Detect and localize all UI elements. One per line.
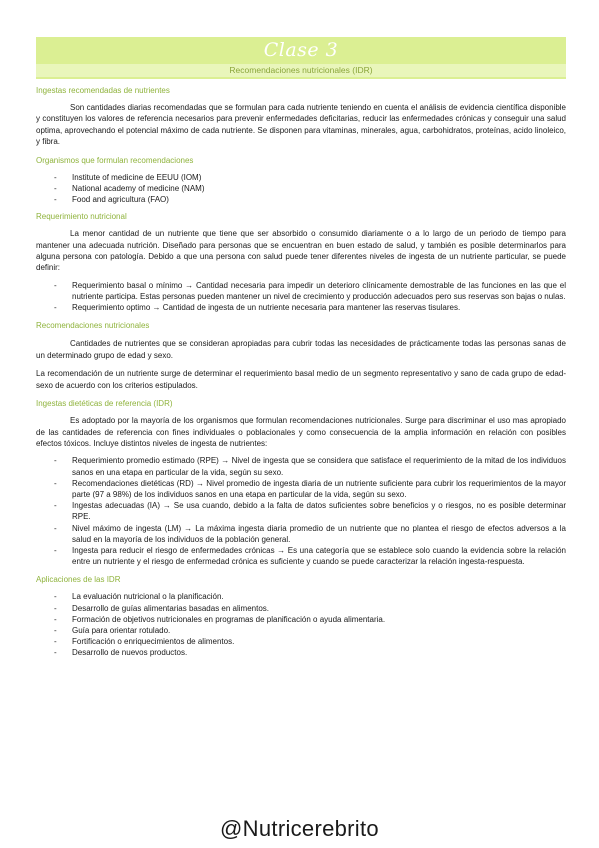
bullet-dash: - (54, 303, 57, 313)
paragraph-requerimiento: La menor cantidad de un nutriente que tiene que ser absorbido o consumido diariamente o a lo largo de un periodo de tiempo para mantener una adecuada nutrición. Diseñado para personas que se encuentran en buen estado de salud, y también es posible determinarlos para alguna persona con patología. Debido a que una persona con salud puede tener diferentes niveles de ingesta de un nutriente particular, se puede definir: (36, 229, 566, 273)
watermark-handle: @Nutricerebrito (220, 816, 379, 841)
list-organismos (36, 172, 566, 206)
section-heading-idr: Ingestas dietéticas de referencia (IDR) (36, 399, 173, 409)
bullet-dash: - (54, 456, 57, 466)
list-item (36, 183, 566, 194)
header-banner (36, 37, 566, 79)
bullet-dash: - (54, 545, 57, 555)
list-item (36, 500, 566, 522)
section-heading-aplicaciones: Aplicaciones de las IDR (36, 575, 121, 585)
list-item-text: Requerimiento basal o mínimo → Cantidad necesaria para impedir un deterioro clínicamente demostrable de las funciones en las que el nutriente participa. Estas personas pueden mantener un nivel de crecimiento y producción adecuados pero sus reservas son bajas o nulas. (72, 280, 566, 302)
list-requerimiento (36, 280, 566, 314)
list-item (36, 614, 566, 625)
list-item-text: Desarrollo de guías alimentarias basadas en alimentos. (72, 603, 269, 613)
bullet-dash: - (54, 478, 57, 488)
bullet-dash: - (54, 603, 57, 613)
list-item (36, 280, 566, 302)
list-item (36, 455, 566, 477)
list-item-text: Requerimiento optimo → Cantidad de ingesta de un nutriente necesaria para mantener las reservas tisulares. (72, 303, 461, 313)
bullet-dash: - (54, 592, 57, 602)
list-item (36, 302, 566, 313)
list-aplicaciones (36, 591, 566, 658)
bullet-dash: - (54, 501, 57, 511)
bullet-dash: - (54, 625, 57, 635)
bullet-dash: - (54, 648, 57, 658)
list-item-text: Guía para orientar rotulado. (72, 625, 171, 635)
list-item-text: National academy of medicine (NAM) (72, 183, 205, 193)
list-item (36, 194, 566, 205)
list-item-text: Food and agricultura (FAO) (72, 195, 169, 205)
list-item (36, 591, 566, 602)
bullet-dash: - (54, 280, 57, 290)
section-heading-organismos: Organismos que formulan recomendaciones (36, 155, 194, 165)
list-item (36, 647, 566, 658)
list-item (36, 478, 566, 500)
paragraph-idr: Es adoptado por la mayoría de los organismos que formulan recomendaciones nutricionales. Surge para discriminar el uso mas apropiado de las cantidades de referencia con fines individuales o poblacionales y como consecuencia de la amplia información en relación con posibles efectos tóxicos. Incluye distintos niveles de ingesta de nutrientes: (36, 416, 566, 448)
list-item (36, 545, 566, 567)
bullet-dash: - (54, 614, 57, 624)
list-item-text: Fortificación o enriquecimientos de alimentos. (72, 637, 235, 647)
list-item-text: Nivel máximo de ingesta (LM) → La máxima ingesta diaria promedio de un nutriente que no plantea el riesgo de efectos adversos a la salud en la mayoría de los individuos de la población general. (72, 523, 566, 544)
paragraph-ingestas: Son cantidades diarias recomendadas que se formulan para cada nutriente teniendo en cuenta el análisis de evidencia científica disponible y constituyen los valores de referencia necesarios para prevenir enfermedades deficitarias, reducir las enfermedades crónicas y conseguir una salud optima, aprovechando el potencial máximo de cada nutriente. Se disponen para vitaminas, minerales, agua, carbohidratos, proteínas, acido linoleico, y fibra. (36, 103, 566, 147)
list-item-text: Recomendaciones dietéticas (RD) → Nivel promedio de ingesta diaria de un nutriente suficiente para cubrir los requerimientos de la mayor parte (97 a 98%) de los individuos sanos en una etapa en particular de la vida, según su sexo. (72, 478, 566, 499)
list-item-text: La evaluación nutricional o la planificación. (72, 592, 224, 602)
section-heading-recomendaciones: Recomendaciones nutricionales (36, 321, 150, 331)
document-body (36, 85, 566, 659)
page-title: Clase 3 (263, 39, 339, 61)
section-heading-requerimiento: Requerimiento nutricional (36, 212, 127, 222)
list-item-text: Requerimiento promedio estimado (RPE) → Nivel de ingesta que se considera que satisface el requerimiento de la mitad de los individuos sanos en una etapa en particular de la vida, según su sexo. (72, 456, 566, 477)
list-item-text: Ingestas adecuadas (IA) → Se usa cuando, debido a la falta de datos suficientes sobre beneficios y o riesgos, no es posible determinar RPE. (72, 501, 566, 522)
list-item (36, 603, 566, 614)
list-idr (36, 455, 566, 567)
list-item (36, 523, 566, 545)
bullet-dash: - (54, 172, 57, 182)
bullet-dash: - (54, 183, 57, 193)
bullet-dash: - (54, 523, 57, 533)
list-item (36, 625, 566, 636)
list-item-text: Institute of medicine de EEUU (IOM) (72, 172, 202, 182)
list-item (36, 636, 566, 647)
bullet-dash: - (54, 637, 57, 647)
section-heading-ingestas: Ingestas recomendadas de nutrientes (36, 86, 170, 95)
paragraph-recomendaciones-1: Cantidades de nutrientes que se consideran apropiadas para cubrir todas las necesidades de prácticamente todas las personas sanas de un determinado grupo de edad y sexo. (36, 339, 566, 360)
paragraph-recomendaciones-2: La recomendación de un nutriente surge de determinar el requerimiento basal medio de un segmento representativo y sano de cada grupo de edad-sexo de acuerdo con los criterios estipulados. (36, 369, 566, 390)
list-item-text: Ingesta para reducir el riesgo de enfermedades crónicas → Es una categoría que se establece solo cuando la evidencia sobre la relación entre un nutriente y el riesgo de enfermedad crónica es suficiente y cuando se puede caracterizar la relación ingesta-respuesta. (72, 545, 566, 567)
bullet-dash: - (54, 195, 57, 205)
page-subtitle: Recomendaciones nutricionales (IDR) (36, 64, 566, 77)
list-item-text: Desarrollo de nuevos productos. (72, 648, 188, 658)
list-item (36, 172, 566, 183)
list-item-text: Formación de objetivos nutricionales en programas de planificación o ayuda alimentaria. (72, 614, 386, 624)
